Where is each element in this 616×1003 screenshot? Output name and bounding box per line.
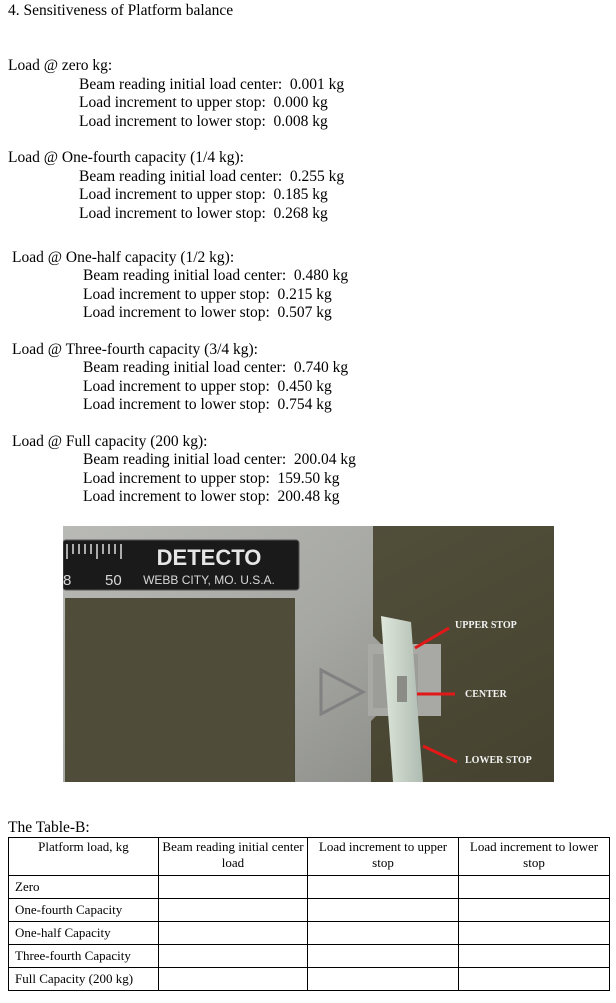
lower-stop-half: Load increment to lower stop: 0.507 kg (83, 304, 332, 321)
upper-stop-half: Load increment to upper stop: 0.215 kg (83, 286, 332, 303)
table-row (9, 899, 610, 922)
upper-stop-three-fourth: Load increment to upper stop: 0.450 kg (83, 378, 332, 395)
table-row (9, 876, 610, 899)
load-title-half: Load @ One-half capacity (1/2 kg): (12, 249, 235, 266)
beam-window (66, 598, 294, 782)
balance-beam-photo (63, 526, 554, 782)
beam-reading-quarter: Beam reading initial load center: 0.255 kg (79, 168, 345, 185)
table-cell[interactable] (459, 922, 610, 945)
upper-stop-full: Load increment to upper stop: 159.50 kg (83, 470, 340, 487)
table-row (9, 922, 610, 945)
table-header-row (9, 838, 610, 876)
load-title-quarter: Load @ One-fourth capacity (1/4 kg): (8, 149, 244, 166)
row-label: Three-fourth Capacity (9, 945, 159, 968)
row-label: Zero (9, 876, 159, 899)
table-caption: The Table-B: (8, 819, 90, 836)
scale-number-50: 50 (105, 572, 122, 589)
table-cell[interactable] (159, 899, 308, 922)
table-cell[interactable] (459, 968, 610, 991)
brand-text: DETECTO (156, 545, 262, 570)
upper-stop-zero: Load increment to upper stop: 0.000 kg (79, 94, 328, 111)
table-cell[interactable] (308, 899, 459, 922)
row-label: Full Capacity (200 kg) (9, 968, 159, 991)
row-label: One-half Capacity (9, 922, 159, 945)
row-label: One-fourth Capacity (9, 899, 159, 922)
lower-stop-full: Load increment to lower stop: 200.48 kg (83, 488, 340, 505)
lower-stop-label: LOWER STOP (465, 755, 532, 766)
header-upper-stop: Load increment to upper stop (308, 838, 459, 876)
table-cell[interactable] (159, 968, 308, 991)
header-lower-stop: Load increment to lower stop (459, 838, 610, 876)
table-cell[interactable] (308, 876, 459, 899)
table-row (9, 945, 610, 968)
table-cell[interactable] (459, 899, 610, 922)
table-cell[interactable] (159, 922, 308, 945)
beam-reading-half: Beam reading initial load center: 0.480 kg (83, 267, 349, 284)
load-title-full: Load @ Full capacity (200 kg): (12, 433, 208, 450)
table-cell[interactable] (308, 922, 459, 945)
lower-stop-three-fourth: Load increment to lower stop: 0.754 kg (83, 396, 332, 413)
table-row (9, 968, 610, 991)
table-cell[interactable] (159, 876, 308, 899)
table-cell[interactable] (308, 945, 459, 968)
upper-stop-quarter: Load increment to upper stop: 0.185 kg (79, 186, 328, 203)
beam-reading-three-fourth: Beam reading initial load center: 0.740 kg (83, 359, 349, 376)
scale-number-left: 8 (63, 572, 72, 589)
table-cell[interactable] (459, 876, 610, 899)
beam-reading-zero: Beam reading initial load center: 0.001 kg (79, 76, 345, 93)
header-platform-load: Platform load, kg (9, 838, 159, 876)
upper-stop-label: UPPER STOP (455, 620, 517, 631)
section-heading: 4. Sensitiveness of Platform balance (8, 2, 234, 19)
pointer-slot (397, 676, 407, 702)
beam-reading-full: Beam reading initial load center: 200.04 kg (83, 451, 356, 468)
center-label: CENTER (465, 689, 507, 700)
location-text: WEBB CITY, MO. U.S.A. (143, 573, 275, 587)
lower-stop-quarter: Load increment to lower stop: 0.268 kg (79, 205, 328, 222)
load-title-zero: Load @ zero kg: (8, 57, 113, 74)
header-beam-reading: Beam reading initial center load (159, 838, 308, 876)
lower-stop-zero: Load increment to lower stop: 0.008 kg (79, 113, 328, 130)
table-cell[interactable] (159, 945, 308, 968)
table-cell[interactable] (459, 945, 610, 968)
load-title-three-fourth: Load @ Three-fourth capacity (3/4 kg): (12, 341, 258, 358)
table-b (8, 837, 610, 991)
table-cell[interactable] (308, 968, 459, 991)
